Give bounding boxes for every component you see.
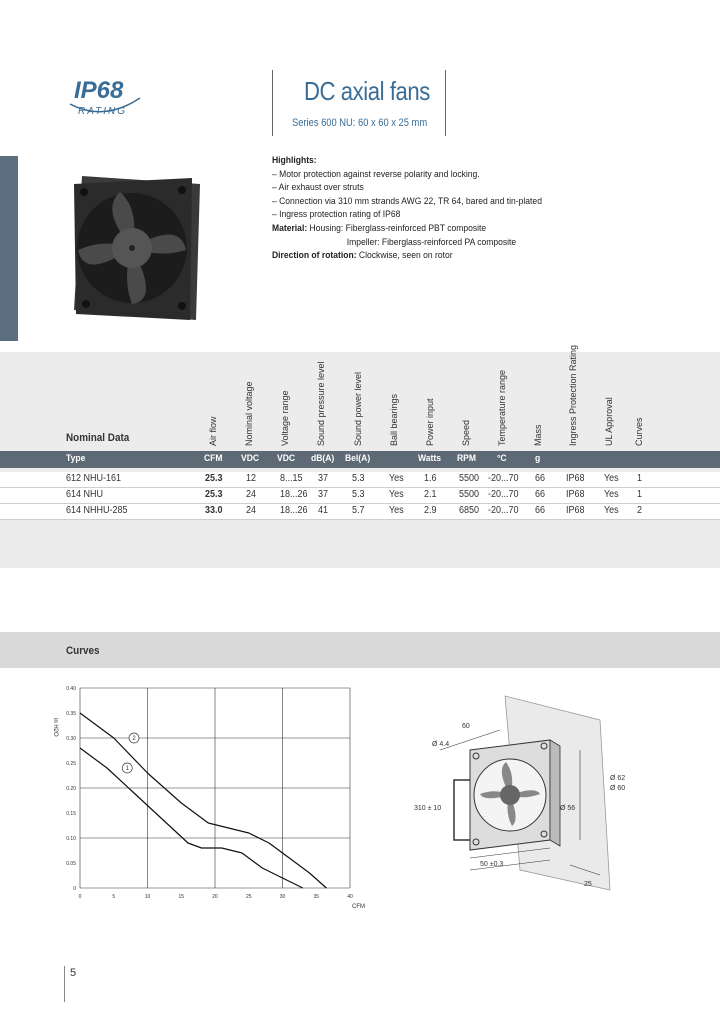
x-tick-label: 15	[178, 894, 185, 900]
y-tick-label: 0.30	[66, 736, 76, 742]
table-cell: Yes	[389, 473, 404, 484]
table-cell: Yes	[604, 473, 619, 484]
table-cell: Yes	[604, 489, 619, 500]
ip68-rating-logo	[64, 74, 144, 124]
highlight-item: – Connection via 310 mm strands AWG 22, TR 64, bared and tin-plated	[272, 195, 542, 207]
table-cell: -20...70	[488, 489, 519, 500]
page-subtitle: Series 600 NU: 60 x 60 x 25 mm	[292, 117, 428, 129]
logo-sub-text: RATING	[78, 106, 128, 117]
table-cell: 66	[535, 473, 546, 484]
type-cell: 614 NHHU-285	[66, 505, 128, 516]
table-cell: 5.7	[352, 505, 365, 516]
col-power-input: Power input	[425, 398, 435, 446]
x-tick-label: 5	[112, 894, 116, 900]
footer-line	[64, 966, 65, 1002]
dim-60: 60	[462, 723, 470, 730]
rotation-value: Clockwise, seen on rotor	[358, 250, 453, 262]
unit-type: Type	[66, 453, 86, 464]
material-label: Material:	[272, 222, 308, 234]
table-cell: 66	[535, 489, 546, 500]
table-cell: 1.6	[424, 473, 437, 484]
nominal-data-label: Nominal Data	[66, 432, 130, 444]
col-curves: Curves	[634, 417, 644, 446]
table-cell: 66	[535, 505, 546, 516]
unit-cfm: CFM	[204, 453, 223, 464]
col-air-flow: Air flow	[208, 416, 218, 446]
y-tick-label: 0.05	[66, 861, 76, 867]
series-line-1	[80, 748, 303, 888]
unit-vdc: VDC	[241, 453, 260, 464]
table-cell: 18...26	[280, 489, 308, 500]
dim-56: Ø 56	[560, 805, 576, 812]
type-cell: 612 NHU-161	[66, 473, 122, 484]
table-cell: 2.9	[424, 505, 437, 516]
dim-25: 25	[584, 881, 592, 888]
highlight-item: – Air exhaust over struts	[272, 182, 364, 194]
col-ball-bearings: Ball bearings	[389, 393, 399, 446]
x-tick-label: 20	[212, 894, 218, 900]
table-cell: 25.3	[205, 473, 223, 484]
table-cell: 5500	[459, 489, 480, 500]
col-sound-pressure: Sound pressure level	[316, 361, 326, 446]
table-cell: 5500	[459, 473, 480, 484]
table-cell: IP68	[566, 505, 585, 516]
col-sound-power: Sound power level	[353, 371, 363, 446]
table-cell: 24	[246, 489, 257, 500]
dim-50: 50 ±0.3	[480, 861, 504, 868]
unit-watts: Watts	[418, 453, 441, 464]
x-tick-label: 30	[279, 894, 286, 900]
page-title: DC axial fans	[304, 76, 430, 106]
col-temperature-range: Temperature range	[497, 369, 507, 446]
y-axis-label: in H2O	[52, 718, 58, 737]
col-ul-approval: UL Approval	[604, 397, 614, 446]
material-housing: Housing: Fiberglass-reinforced PBT composite	[309, 222, 487, 234]
table-cell: 1	[637, 489, 643, 500]
dim-62: Ø 62	[610, 775, 626, 782]
table-cell: 33.0	[205, 505, 223, 516]
table-cell: -20...70	[488, 473, 519, 484]
table-cell: 5.3	[352, 489, 365, 500]
side-accent-bar	[0, 156, 18, 341]
table-cell: 2.1	[424, 489, 437, 500]
unit-dba: dB(A)	[311, 453, 335, 464]
table-cell: Yes	[389, 489, 404, 500]
highlights-heading: Highlights:	[272, 155, 317, 166]
table-cell: 24	[246, 505, 257, 516]
col-speed: Speed	[461, 419, 471, 446]
table-cell: 41	[318, 505, 329, 516]
y-tick-label: 0.20	[66, 786, 76, 792]
col-ip-rating: Ingress Protection Rating	[568, 344, 578, 446]
table-cell: 25.3	[205, 489, 223, 500]
x-tick-label: 10	[144, 894, 151, 900]
x-tick-label: 35	[313, 894, 320, 900]
highlights-block	[272, 154, 668, 263]
table-cell: IP68	[566, 489, 585, 500]
table-cell: 8...15	[280, 473, 303, 484]
y-tick-label: 0	[73, 886, 76, 892]
table-cell: Yes	[604, 505, 619, 516]
unit-vdc: VDC	[277, 453, 296, 464]
header-divider-right	[445, 70, 446, 136]
table-cell: 18...26	[280, 505, 308, 516]
table-cell: 12	[246, 473, 257, 484]
highlight-item: – Ingress protection rating of IP68	[272, 209, 401, 221]
unit-celsius: °C	[497, 453, 507, 464]
table-cell: 37	[318, 473, 329, 484]
table-cell: 6850	[459, 505, 480, 516]
unit-rpm: RPM	[457, 453, 477, 464]
curves-label: Curves	[66, 645, 100, 657]
unit-grams: g	[535, 453, 541, 464]
page-number: 5	[70, 967, 77, 979]
dim-60b: Ø 60	[610, 785, 626, 792]
logo-main-text: IP68	[74, 77, 124, 104]
type-cell: 614 NHU	[66, 489, 104, 500]
x-tick-label: 0	[78, 894, 82, 900]
y-tick-label: 0.10	[66, 836, 76, 842]
dimension-drawing	[410, 690, 640, 900]
dim-hole: Ø 4.4	[432, 741, 450, 748]
x-axis-label: CFM	[352, 904, 365, 910]
table-cell: 37	[318, 489, 329, 500]
y-tick-label: 0.15	[66, 811, 76, 817]
table-cell: 1	[637, 473, 643, 484]
x-tick-label: 25	[245, 894, 252, 900]
y-tick-label: 0.40	[66, 686, 76, 692]
x-tick-label: 40	[347, 894, 353, 900]
series-marker-label: 2	[132, 736, 136, 742]
table-cell: IP68	[566, 473, 585, 484]
col-voltage-range: Voltage range	[280, 390, 290, 446]
table-cell: 2	[637, 505, 643, 516]
series-marker-label: 1	[125, 766, 129, 772]
fan-photo	[60, 170, 210, 330]
col-mass: Mass	[533, 424, 543, 446]
col-nominal-voltage: Nominal voltage	[244, 381, 254, 446]
unit-bela: Bel(A)	[345, 453, 371, 464]
table-cell: -20...70	[488, 505, 519, 516]
highlight-item: – Motor protection against reverse polarity and locking.	[272, 168, 480, 180]
table-cell: 5.3	[352, 473, 365, 484]
air-performance-chart	[40, 678, 370, 918]
table-cell: Yes	[389, 505, 404, 516]
curves-band	[0, 632, 720, 668]
dim-cable: 310 ± 10	[414, 805, 442, 812]
y-tick-label: 0.25	[66, 761, 76, 767]
material-impeller: Impeller: Fiberglass-reinforced PA composite	[346, 236, 517, 248]
series-line-2	[80, 713, 326, 888]
rotation-label: Direction of rotation:	[272, 250, 357, 262]
header-divider-left	[272, 70, 273, 136]
y-tick-label: 0.35	[66, 711, 76, 717]
